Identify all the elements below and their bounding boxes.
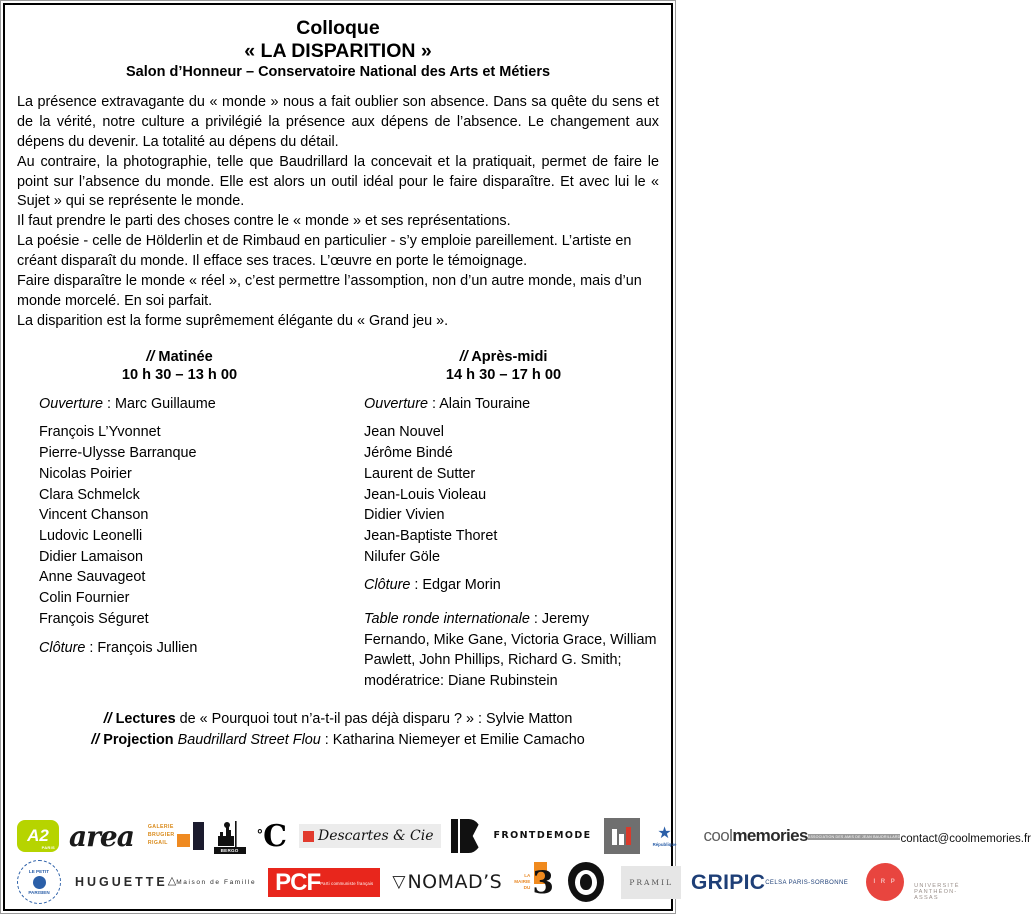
speaker-item: Didier Vivien bbox=[364, 507, 445, 524]
intro-paragraph-1: La présence extravagante du « monde » nous a fait oublier son absence. Dans sa quête du sens et de la vérité, notre culture a privilégié la présence aux dépens de l’absence. Le changement aux dépens du devenir. La totalité au dépens du détail. bbox=[17, 94, 659, 150]
archive-logo bbox=[604, 818, 640, 854]
roof-icon: △ bbox=[167, 875, 177, 888]
speaker-item: Jérôme Bindé bbox=[364, 445, 453, 462]
mairie-du-3-logo bbox=[514, 862, 553, 902]
opening-sep-apres-midi: : bbox=[428, 395, 440, 412]
roundtable-names: Jeremy Fernando, Mike Gane, Victoria Grace, William Pawlett, John Phillips, Richard G. Smith; modératrice: Diane Rubinstein bbox=[364, 611, 657, 689]
closing-name-apres-midi: Edgar Morin bbox=[422, 577, 501, 594]
closing-apres-midi bbox=[364, 575, 657, 596]
a2-logo bbox=[17, 820, 59, 852]
marianne-icon: ★ bbox=[657, 824, 672, 842]
session-heading-matinee bbox=[27, 348, 332, 367]
speaker-item: Vincent Chanson bbox=[39, 507, 149, 524]
front-line-1: FRONT bbox=[493, 829, 537, 841]
descartes-logo-text: Descartes & Cie bbox=[317, 828, 434, 844]
gripic-name: GRIPIC bbox=[691, 870, 766, 894]
gripic-logo bbox=[691, 872, 848, 893]
coolmemories-tagline: ASSOCIATION DES AMIS DE JEAN BAUDRILLARD bbox=[807, 834, 901, 839]
speaker-item: Jean-Louis Violeau bbox=[364, 486, 487, 503]
session-body-matinee bbox=[27, 394, 332, 659]
degree-c-logo bbox=[256, 818, 287, 854]
irp-logo: I R P bbox=[866, 863, 904, 901]
projection-sep: : bbox=[320, 731, 333, 748]
projection-label: Projection bbox=[103, 731, 174, 748]
spacer bbox=[364, 414, 657, 422]
speaker-item: Didier Lamaison bbox=[39, 548, 143, 565]
lectures-label: Lectures bbox=[115, 711, 176, 727]
spacer bbox=[364, 596, 657, 609]
closing-matinee bbox=[39, 638, 332, 659]
coolmemories-word-b: memories bbox=[732, 826, 808, 845]
galerie-line-3: RIGAIL bbox=[147, 840, 168, 847]
closing-sep-matinee: : bbox=[85, 639, 98, 656]
navy-bar-icon bbox=[193, 822, 204, 850]
sessions bbox=[17, 348, 659, 691]
projection-names: Katharina Niemeyer et Emilie Camacho bbox=[332, 731, 585, 748]
closing-sep-apres-midi: : bbox=[410, 577, 423, 594]
parisien-head-icon bbox=[33, 876, 46, 889]
session-name-matinee: Matinée bbox=[158, 348, 213, 365]
bergo-logo bbox=[210, 818, 250, 854]
pcf-logo bbox=[268, 868, 380, 897]
sponsor-logos bbox=[17, 813, 1031, 909]
a2-logo-sub: PARIS bbox=[41, 845, 55, 850]
cameo-inner-icon bbox=[575, 870, 597, 895]
galerie-logo-text bbox=[148, 822, 175, 847]
huguette-name: HUGUETTE bbox=[75, 875, 168, 889]
speaker-item: Jean Nouvel bbox=[364, 424, 444, 441]
coolmemories-email[interactable]: contact@coolmemories.fr bbox=[900, 832, 1031, 845]
d-mark-logo bbox=[451, 819, 482, 853]
opening-name-matinee: Marc Guillaume bbox=[115, 395, 216, 412]
intro-paragraph-3: Il faut prendre le parti des choses contre le « monde » et ses représentations. bbox=[17, 213, 511, 230]
nomads-wordmark: NOMAD’S bbox=[407, 871, 503, 893]
speaker-item: François Séguret bbox=[39, 610, 149, 627]
mairie-number-text: 3 bbox=[532, 865, 554, 901]
petit-parisien-line-2: PARISIEN bbox=[28, 889, 50, 895]
galerie-logo-blocks bbox=[177, 822, 204, 850]
d-stem-icon bbox=[451, 819, 458, 853]
front-line-2: DE bbox=[536, 829, 554, 841]
republique-francaise-logo bbox=[650, 818, 680, 854]
a2-logo-text: A2 bbox=[27, 826, 49, 845]
coolmemories-wordmark bbox=[704, 826, 808, 846]
session-heading-apres-midi bbox=[350, 348, 657, 367]
degree-c-letter: C bbox=[263, 818, 287, 854]
spacer bbox=[39, 414, 332, 422]
republique-caption: République bbox=[652, 841, 677, 847]
archive-bars-icon bbox=[608, 827, 635, 845]
pcf-subtitle: Parti communiste français bbox=[320, 880, 374, 886]
speaker-item: Nilufer Göle bbox=[364, 548, 440, 565]
red-square-icon bbox=[303, 831, 314, 842]
closing-name-matinee: François Jullien bbox=[97, 639, 198, 656]
intro-paragraph-2: Au contraire, la photographie, telle que Baudrillard la concevait et la pratiquait, permet de faire le point sur l’absence du monde. Elle est alors un outil idéal pour le faire disparaître. Et avec lui le « Sujet » qui se représente le monde. bbox=[17, 153, 659, 210]
mairie-caption-1: LA bbox=[524, 873, 531, 879]
speaker-item: François L’Yvonnet bbox=[39, 424, 161, 441]
mairie-caption-3: DU bbox=[523, 884, 531, 890]
d-bowl-icon bbox=[460, 819, 482, 853]
speaker-item: Jean-Baptiste Thoret bbox=[364, 527, 498, 544]
projection-title: Baudrillard Street Flou bbox=[177, 731, 321, 748]
coolmemories-logo bbox=[704, 826, 1031, 846]
footer-notes bbox=[17, 709, 659, 751]
speaker-item: Anne Sauvageot bbox=[39, 569, 146, 586]
descartes-et-cie-logo bbox=[299, 824, 441, 848]
front-de-mode-logo bbox=[494, 830, 592, 843]
session-time-matinee: 10 h 30 – 13 h 00 bbox=[121, 366, 238, 383]
archive-bar bbox=[612, 829, 617, 845]
republique-emblem bbox=[653, 826, 677, 847]
intro-paragraph-4: La poésie - celle de Hölderlin et de Rimbaud en particulier - s’y emploie pareillement. L’artiste en créant disparaît du monde. Il efface ses traces. L’œuvre en porte le témoignage. bbox=[17, 233, 632, 270]
spacer bbox=[364, 567, 657, 575]
lectures-desc: de « Pourquoi tout n’a-t-il pas déjà disparu ? » : bbox=[175, 711, 486, 727]
session-name-apres-midi: Après-midi bbox=[471, 348, 548, 365]
speaker-item: Clara Schmelck bbox=[39, 486, 140, 503]
poster-inner bbox=[3, 3, 1031, 911]
logo-row-2 bbox=[17, 859, 960, 905]
degree-symbol: ° bbox=[256, 828, 264, 844]
header-colloque: Colloque bbox=[296, 17, 380, 39]
note-lectures bbox=[17, 709, 659, 730]
spacer bbox=[39, 630, 332, 638]
lectures-name: Sylvie Matton bbox=[486, 711, 573, 727]
coolmemories-word-a: cool bbox=[703, 826, 733, 845]
mairie-caption bbox=[514, 873, 530, 891]
opening-label-apres-midi: Ouverture bbox=[364, 395, 428, 412]
closing-label-matinee: Clôture bbox=[39, 639, 86, 656]
session-time-apres-midi: 14 h 30 – 17 h 00 bbox=[445, 366, 562, 383]
speaker-item: Laurent de Sutter bbox=[364, 465, 476, 482]
intro-paragraph-5: Faire disparaître le monde « réel », c’est permettre l’assomption, non d’un autre monde, mais d’un monde morcelé. En soi parfait. bbox=[17, 272, 642, 309]
opening-sep-matinee: : bbox=[103, 395, 115, 412]
cameo-silhouette-icon bbox=[580, 874, 592, 890]
mairie-caption-2: MAIRIE bbox=[514, 879, 531, 885]
projection-slash: // bbox=[91, 731, 100, 748]
session-slash-matinee: // bbox=[146, 348, 155, 365]
le-petit-parisien-logo bbox=[17, 860, 61, 904]
opening-apres-midi bbox=[364, 394, 657, 415]
roundtable-label: Table ronde internationale bbox=[364, 611, 530, 628]
intro-paragraph-6: La disparition est la forme suprêmement élégante du « Grand jeu ». bbox=[17, 312, 449, 329]
logo-row-1 bbox=[17, 813, 1031, 859]
opening-matinee bbox=[39, 394, 332, 415]
cameo-frame-icon bbox=[568, 862, 604, 902]
lectures-slash: // bbox=[103, 711, 112, 727]
universite-pantheon-assas-label: UNIVERSITÉ PANTHÉON-ASSAS bbox=[914, 883, 960, 901]
session-column-matinee bbox=[17, 348, 338, 691]
galerie-line-1: GALERIE bbox=[147, 824, 174, 830]
opening-name-apres-midi: Alain Touraine bbox=[439, 395, 531, 412]
roundtable-sep: : bbox=[529, 611, 542, 628]
poster-header bbox=[17, 13, 659, 81]
speaker-item: Colin Fournier bbox=[39, 590, 130, 607]
front-line-3: MODE bbox=[554, 829, 592, 841]
roundtable bbox=[364, 609, 657, 691]
page-title: « LA DISPARITION » bbox=[244, 40, 432, 62]
intro-text bbox=[17, 93, 659, 332]
pramil-logo: PRAMIL bbox=[621, 866, 681, 899]
pcf-initials: PCF bbox=[275, 868, 321, 896]
galerie-line-2: BRUGIER bbox=[147, 832, 175, 839]
mairie-number bbox=[531, 862, 553, 902]
huguette-subtitle: Maison de Famille bbox=[176, 878, 257, 886]
nomads-logo bbox=[392, 871, 502, 893]
speaker-item: Nicolas Poirier bbox=[39, 465, 132, 482]
petit-parisien-line-1: LE PETIT bbox=[28, 868, 50, 874]
closing-label-apres-midi: Clôture bbox=[364, 577, 411, 594]
session-body-apres-midi bbox=[350, 394, 657, 691]
bergo-caption: BERGO bbox=[214, 847, 246, 854]
session-slash-apres-midi: // bbox=[459, 348, 468, 365]
archive-bar-accent bbox=[626, 827, 631, 845]
opening-label-matinee: Ouverture bbox=[39, 395, 103, 412]
galerie-brugier-rigail-logo bbox=[148, 822, 204, 850]
gripic-subtitle: CELSA PARIS-SORBONNE bbox=[765, 879, 849, 886]
speaker-item: Ludovic Leonelli bbox=[39, 527, 143, 544]
orange-square-icon bbox=[177, 834, 190, 847]
area-logo: area bbox=[69, 819, 134, 853]
archive-bar bbox=[619, 834, 624, 845]
huguette-logo bbox=[75, 875, 256, 889]
triangle-icon: ▽ bbox=[392, 872, 406, 891]
session-column-apres-midi bbox=[338, 348, 659, 691]
note-projection bbox=[17, 730, 659, 751]
cameo-logo bbox=[567, 861, 605, 903]
speaker-item: Pierre-Ulysse Barranque bbox=[39, 445, 197, 462]
header-venue: Salon d’Honneur – Conservatoire National des Arts et Métiers bbox=[125, 64, 551, 80]
